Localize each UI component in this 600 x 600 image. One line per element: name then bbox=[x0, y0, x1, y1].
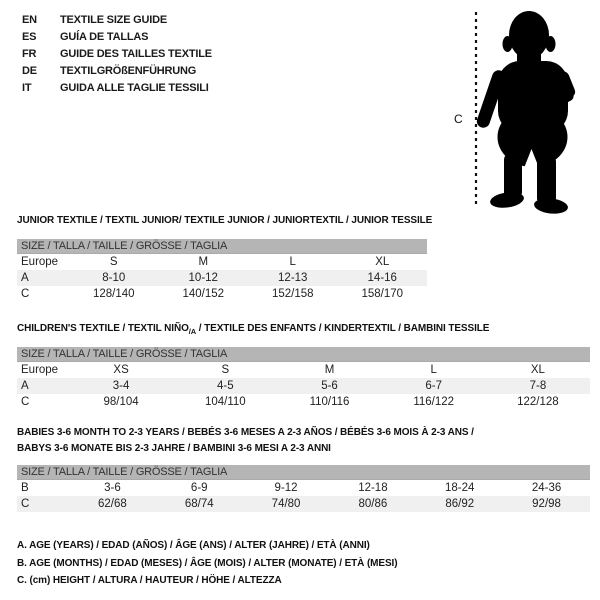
row-label: A bbox=[21, 272, 29, 284]
junior-table-section bbox=[17, 214, 433, 302]
size-cell: M bbox=[198, 256, 209, 268]
age-cell: 5-6 bbox=[321, 380, 338, 392]
height-measure-label: C bbox=[454, 112, 463, 126]
baby-height-figure bbox=[450, 4, 600, 216]
table-row-europe bbox=[17, 254, 427, 270]
row-label: C bbox=[21, 288, 30, 300]
title-sub: /A bbox=[188, 327, 197, 336]
age-cell: 10-12 bbox=[188, 272, 218, 284]
children-table-section bbox=[17, 322, 590, 410]
table-row-height bbox=[17, 496, 590, 512]
table-title-junior: JUNIOR TEXTILE / TEXTIL JUNIOR/ TEXTILE JUNIOR / JUNIORTEXTIL / JUNIOR TESSILE bbox=[17, 215, 433, 226]
table-row-age bbox=[17, 270, 427, 286]
row-label: C bbox=[21, 396, 30, 408]
babies-table-section bbox=[17, 425, 590, 512]
height-cell: 158/170 bbox=[361, 288, 404, 300]
row-label: Europe bbox=[21, 256, 59, 268]
size-cell: XS bbox=[113, 364, 129, 376]
age-cell: 3-4 bbox=[112, 380, 130, 392]
height-cell: 110/116 bbox=[309, 396, 350, 408]
row-label: C bbox=[21, 498, 30, 510]
size-header-label: SIZE / TALLA / TAILLE / GRÖSSE / TAGLIA bbox=[21, 348, 228, 360]
baby-silhouette bbox=[475, 11, 577, 215]
height-cell: 74/80 bbox=[271, 498, 301, 510]
language-row-de bbox=[22, 62, 212, 79]
age-cell: 14-16 bbox=[367, 272, 397, 284]
table-row-age bbox=[17, 378, 590, 394]
age-cell: 3-6 bbox=[104, 482, 121, 494]
title-part: CHILDREN'S TEXTILE / TEXTIL NIÑO bbox=[17, 323, 189, 334]
age-cell: 6-9 bbox=[190, 482, 208, 494]
language-code: IT bbox=[22, 81, 32, 94]
height-cell: 116/122 bbox=[413, 396, 455, 408]
title-part: / TEXTILE DES ENFANTS / KINDERTEXTIL / BAMBINI TESSILE bbox=[196, 323, 490, 334]
height-cell: 122/128 bbox=[517, 396, 559, 408]
age-cell: 12-13 bbox=[278, 272, 308, 284]
language-title: GUIDA ALLE TAGLIE TESSILI bbox=[60, 81, 209, 94]
language-row-es bbox=[22, 28, 212, 45]
language-code: EN bbox=[22, 13, 37, 26]
language-code: DE bbox=[22, 64, 37, 77]
age-cell: 4-5 bbox=[216, 380, 234, 392]
size-cell: XL bbox=[530, 364, 545, 376]
title-line: BABYS 3-6 MONATE BIS 2-3 JAHRE / BAMBINI 3-6 MESI A 2-3 ANNI bbox=[17, 443, 331, 454]
height-cell: 98/104 bbox=[103, 396, 139, 408]
size-header-bar bbox=[17, 465, 590, 480]
size-cell: M bbox=[324, 364, 335, 376]
height-cell: 62/68 bbox=[98, 498, 127, 510]
size-cell: S bbox=[109, 256, 118, 268]
footnote-height: C. (cm) HEIGHT / ALTURA / HAUTEUR / HÖHE / ALTEZZA bbox=[17, 575, 282, 586]
age-cell: 7-8 bbox=[529, 380, 547, 392]
height-cell: 92/98 bbox=[532, 498, 561, 510]
language-title: GUIDE DES TAILLES TEXTILE bbox=[60, 47, 212, 60]
row-label: Europe bbox=[21, 364, 59, 376]
language-row-it bbox=[22, 79, 212, 96]
age-cell: 6-7 bbox=[425, 380, 443, 392]
height-cell: 152/158 bbox=[271, 288, 314, 300]
language-title-list bbox=[22, 11, 212, 96]
footnote-age-months: B. AGE (MONTHS) / EDAD (MESES) / ÂGE (MOIS) / ALTER (MONATE) / ETÀ (MESI) bbox=[17, 557, 398, 569]
height-cell: 104/110 bbox=[204, 396, 246, 408]
footnote-age-years: A. AGE (YEARS) / EDAD (AÑOS) / ÂGE (ANS) / ALTER (JAHRE) / ETÀ (ANNI) bbox=[17, 540, 370, 551]
language-row-en bbox=[22, 11, 212, 28]
table-row-europe bbox=[17, 362, 590, 378]
language-title: TEXTILE SIZE GUIDE bbox=[60, 13, 168, 26]
table-title-babies bbox=[17, 425, 590, 457]
table-title-children bbox=[17, 322, 590, 335]
size-cell: XL bbox=[375, 256, 390, 268]
language-row-fr bbox=[22, 45, 212, 62]
age-cell: 9-12 bbox=[274, 482, 298, 494]
title-line: BABIES 3-6 MONTH TO 2-3 YEARS / BEBÉS 3-6 MESES A 2-3 AÑOS / BÉBÉS 3-6 MOIS À 2-3 ANS / bbox=[17, 427, 474, 438]
table-row-height bbox=[17, 286, 427, 302]
height-cell: 80/86 bbox=[358, 498, 388, 510]
age-cell: 12-18 bbox=[358, 482, 388, 494]
size-cell: L bbox=[289, 256, 296, 268]
size-header-label: SIZE / TALLA / TAILLE / GRÖSSE / TAGLIA bbox=[21, 240, 228, 252]
size-header-label: SIZE / TALLA / TAILLE / GRÖSSE / TAGLIA bbox=[21, 466, 228, 478]
language-title: TEXTILGRÖßENFÜHRUNG bbox=[60, 64, 197, 77]
row-label: B bbox=[21, 482, 29, 494]
language-code: FR bbox=[22, 47, 37, 60]
age-cell: 8-10 bbox=[102, 272, 126, 284]
age-cell: 24-36 bbox=[531, 482, 562, 494]
legend-footnotes bbox=[17, 537, 397, 590]
language-title: GUÍA DE TALLAS bbox=[60, 30, 149, 43]
size-header-bar bbox=[17, 347, 590, 362]
language-code: ES bbox=[22, 30, 37, 43]
height-cell: 86/92 bbox=[445, 498, 475, 510]
height-cell: 128/140 bbox=[92, 288, 135, 300]
size-cell: L bbox=[430, 364, 437, 376]
size-header-bar bbox=[17, 239, 427, 254]
size-cell: S bbox=[221, 364, 230, 376]
table-row-age-months bbox=[17, 480, 590, 496]
row-label: A bbox=[21, 380, 29, 392]
height-cell: 140/152 bbox=[182, 288, 225, 300]
height-cell: 68/74 bbox=[184, 498, 214, 510]
table-row-height bbox=[17, 394, 590, 410]
age-cell: 18-24 bbox=[445, 482, 475, 494]
